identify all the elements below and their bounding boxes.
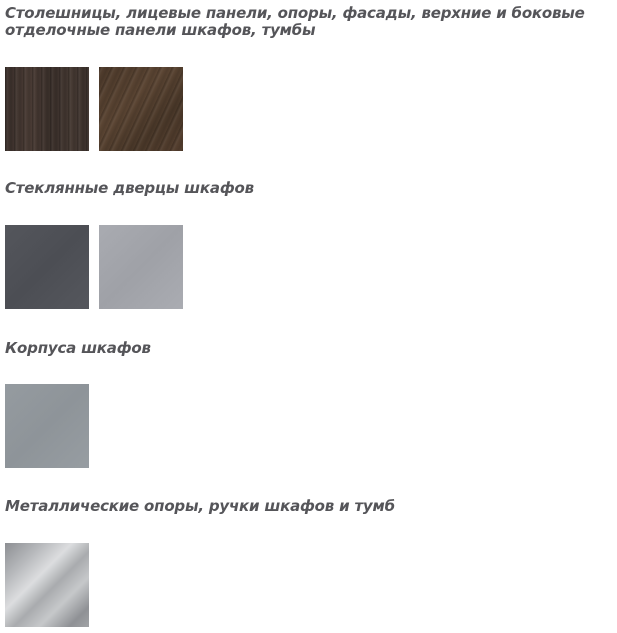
metallic-silver-swatch xyxy=(5,543,89,627)
dark-wood-swatch xyxy=(5,67,89,151)
dark-grey-glass-swatch xyxy=(5,225,89,309)
section-heading-glass-doors: Стеклянные дверцы шкафов xyxy=(5,179,254,197)
brown-wood-swatch xyxy=(99,67,183,151)
grey-swatch xyxy=(5,384,89,468)
section-heading-tabletops: Столешницы, лицевые панели, опоры, фасады, верхние и боковые отделочные панели шкафов, тумбы xyxy=(5,4,585,39)
section-heading-metal-parts: Металлические опоры, ручки шкафов и тумб xyxy=(5,497,395,515)
section-heading-cabinet-bodies: Корпуса шкафов xyxy=(5,339,151,357)
light-grey-glass-swatch xyxy=(99,225,183,309)
